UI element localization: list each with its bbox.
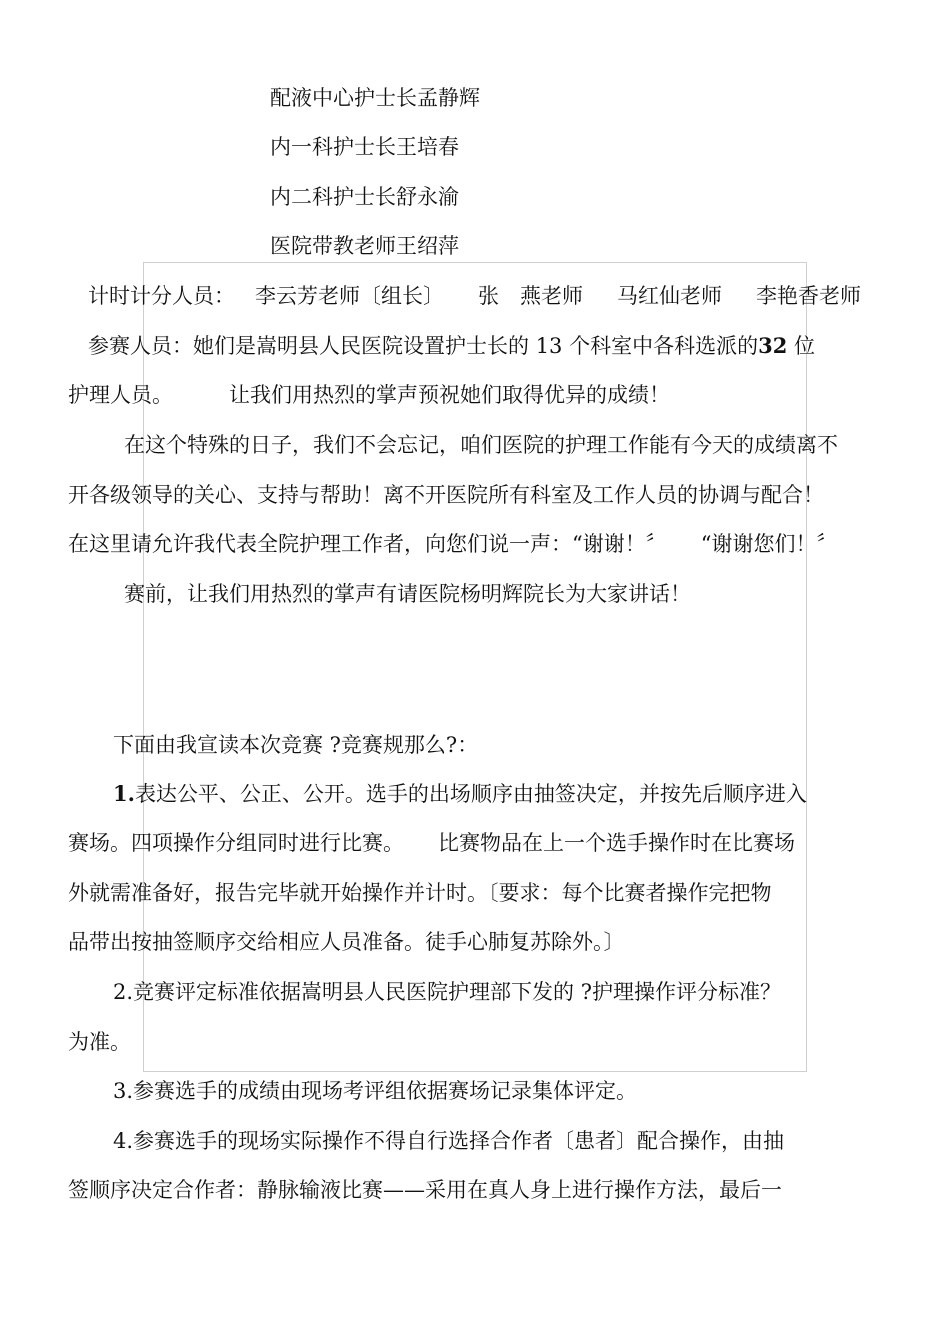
participants-text: 让我们用热烈的掌声预祝她们取得优异的成绩！ xyxy=(229,383,670,407)
timekeepers-label: 计时计分人员： xyxy=(88,284,235,308)
thanks-line-3 xyxy=(68,530,837,558)
rule-text: 比赛物品在上一个选手操作时在比赛场 xyxy=(438,831,795,855)
staff-line-4: 医院带教老师王绍萍 xyxy=(270,234,459,258)
rule-1-line-4: 品带出按抽签顺序交给相应人员准备。徒手心肺复苏除外。〕 xyxy=(68,930,625,954)
staff-line-2: 内一科护士长王培春 xyxy=(270,135,459,159)
participants-text: 个科室中各科选派的 xyxy=(569,334,759,358)
invite-line: 赛前，让我们用热烈的掌声有请医院杨明辉院长为大家讲话！ xyxy=(124,582,691,606)
participants-line-1 xyxy=(88,332,815,360)
rule-4-line-2: 签顺序决定合作者：静脉输液比赛——采用在真人身上进行操作方法，最后一 xyxy=(68,1178,782,1202)
timekeeper-name: 张 燕老师 xyxy=(478,284,583,308)
participants-line-2 xyxy=(68,381,670,409)
rule-1-line-2 xyxy=(68,829,795,857)
rule-1-line-1 xyxy=(113,780,807,808)
timekeeper-name: 李云芳老师〔组长〕 xyxy=(255,284,444,308)
participants-text: 位 xyxy=(794,334,816,358)
participants-count-departments: 13 xyxy=(535,334,563,358)
thanks-line-1: 在这个特殊的日子，我们不会忘记，咱们医院的护理工作能有今天的成绩离不 xyxy=(124,433,838,457)
staff-line-1: 配液中心护士长孟静辉 xyxy=(270,86,480,110)
participants-count-nurses: 32 xyxy=(758,333,788,358)
rule-2-line-1: 2.竞赛评定标准依据嵩明县人民医院护理部下发的 ?护理操作评分标准？ xyxy=(113,980,781,1004)
rule-3-line: 3.参赛选手的成绩由现场考评组依据赛场记录集体评定。 xyxy=(113,1079,638,1103)
rules-intro: 下面由我宣读本次竞赛 ?竞赛规那么?： xyxy=(113,733,479,757)
rule-1-line-3: 外就需准备好，报告完毕就开始操作并计时。〔要求：每个比赛者操作完把物 xyxy=(68,881,772,905)
thanks-quote-2: “谢谢您们！〞 xyxy=(700,532,838,556)
thanks-quote-1: 在这里请允许我代表全院护理工作者，向您们说一声：“谢谢！〞 xyxy=(68,532,667,556)
participants-text: 参赛人员：她们是嵩明县人民医院设置护士长的 xyxy=(88,334,529,358)
thanks-line-2: 开各级领导的关心、支持与帮助！离不开医院所有科室及工作人员的协调与配合！ xyxy=(68,483,824,507)
timekeepers-line xyxy=(88,282,861,310)
rule-4-line-1: 4.参赛选手的现场实际操作不得自行选择合作者〔患者〕配合操作，由抽 xyxy=(113,1129,785,1153)
rule-2-line-2: 为准。 xyxy=(68,1030,131,1054)
rule-text: 表达公平、公正、公开。选手的出场顺序由抽签决定，并按先后顺序进入 xyxy=(134,782,807,806)
participants-text: 护理人员。 xyxy=(68,383,173,407)
rule-number: 1. xyxy=(113,781,135,806)
rule-text: 赛场。四项操作分组同时进行比赛。 xyxy=(68,831,404,855)
timekeeper-name: 马红仙老师 xyxy=(617,284,722,308)
staff-line-3: 内二科护士长舒永渝 xyxy=(270,185,459,209)
timekeeper-name: 李艳香老师 xyxy=(756,284,861,308)
